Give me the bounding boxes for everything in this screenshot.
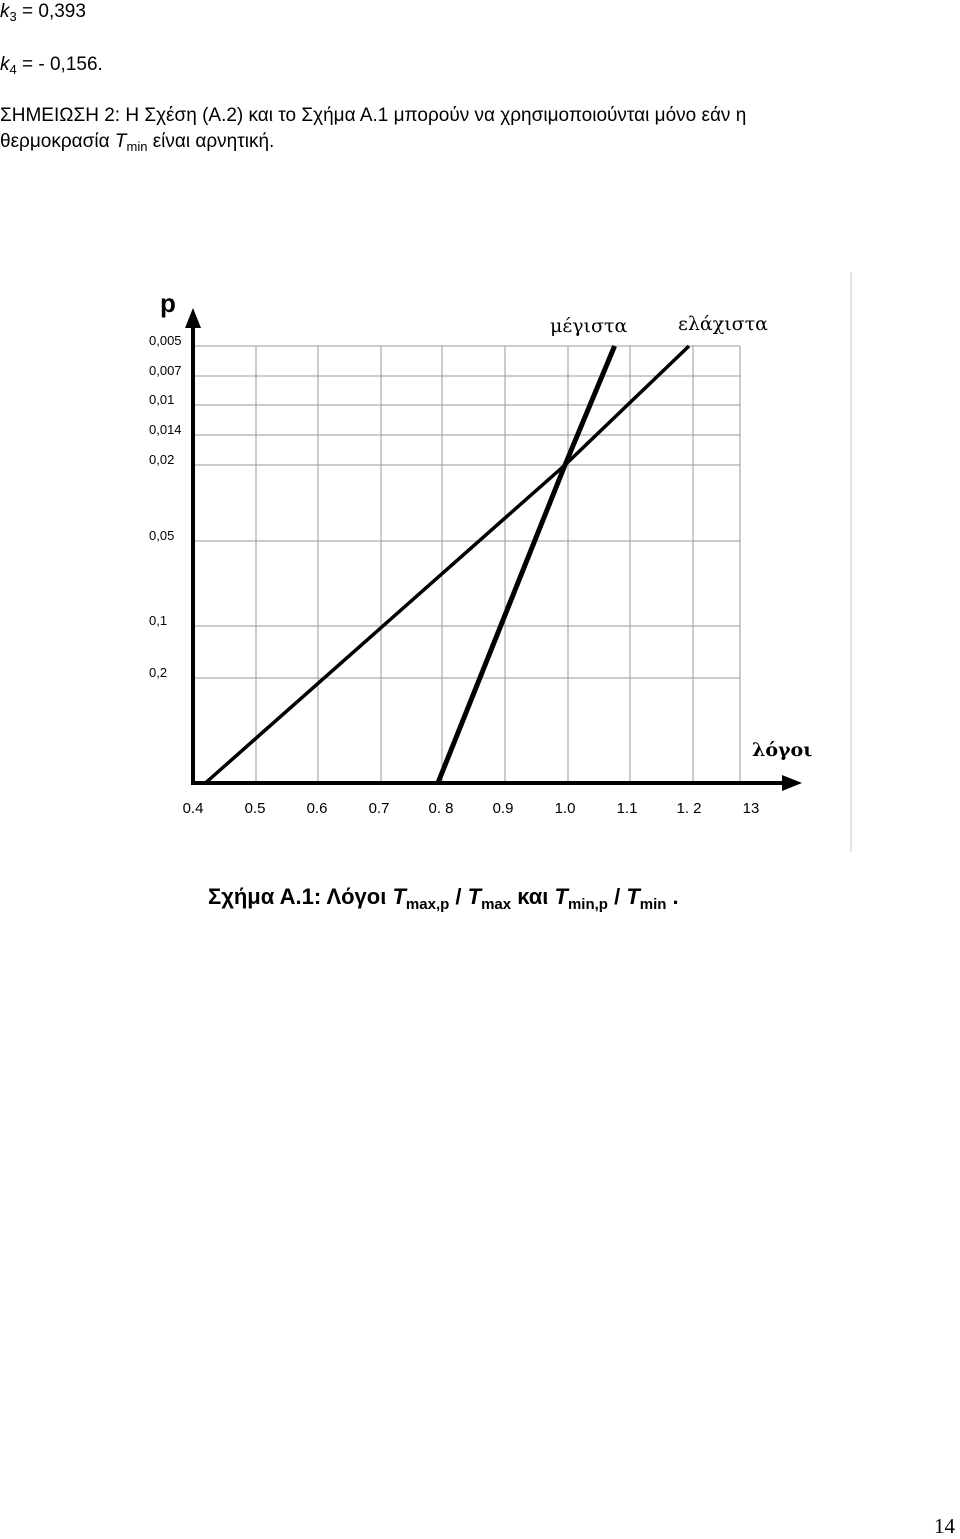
y-tick-label: 0,01: [149, 392, 175, 407]
y-tick-label: 0,2: [149, 665, 168, 680]
note-post: είναι αρνητική.: [147, 131, 275, 152]
series-line: [438, 346, 615, 783]
caption-s3: min,p: [567, 896, 608, 913]
caption-t2: T: [467, 884, 482, 909]
x-tick-label: 1.0: [554, 800, 576, 817]
x-tick-label: 0.7: [368, 800, 390, 817]
series-line: [205, 346, 689, 783]
y-tick-label: 0,05: [149, 528, 175, 543]
page-number: 14: [934, 1514, 955, 1538]
y-axis-label: p: [160, 288, 176, 318]
caption-sep2: /: [607, 884, 627, 909]
caption-mid: και: [511, 884, 555, 909]
y-tick-label: 0,1: [149, 613, 168, 628]
x-axis-label: λόγοι: [752, 739, 813, 761]
caption-t3: T: [554, 884, 568, 909]
x-tick-label: 0. 8: [428, 800, 454, 817]
x-tick-label: 0.5: [244, 800, 266, 817]
note-var: T: [114, 131, 127, 152]
caption-s1: max,p: [405, 896, 450, 913]
k3-value: = 0,393: [16, 1, 86, 22]
note-sub: min: [126, 139, 148, 154]
k4-value: = - 0,156.: [16, 54, 103, 75]
y-axis-arrow: [185, 308, 201, 328]
figure-caption: [208, 884, 679, 913]
x-tick-label: 1.1: [616, 800, 638, 817]
caption-end: .: [666, 884, 679, 909]
x-tick-label: 0.6: [306, 800, 328, 817]
x-tick-label: 1. 2: [676, 800, 702, 817]
x-axis-arrow: [782, 775, 802, 791]
note-pre: θερμοκρασία: [0, 131, 115, 152]
series-label-max: μέγιστα: [550, 315, 628, 337]
x-tick-label: 0.4: [182, 800, 204, 817]
y-tick-label: 0,007: [149, 363, 182, 378]
caption-s2: max: [481, 896, 512, 913]
k3-var: k: [0, 1, 10, 22]
caption-s4: min: [639, 896, 667, 913]
x-tick-label: 13: [742, 800, 760, 817]
k4-sub: 4: [9, 62, 17, 77]
x-tick-label: 0.9: [492, 800, 514, 817]
chart-series: [205, 346, 689, 783]
k4-var: k: [0, 54, 10, 75]
y-tick-labels: [149, 333, 182, 680]
series-label-min: ελάχιστα: [678, 313, 768, 335]
caption-sep1: /: [449, 884, 468, 909]
note-line-1: ΣΗΜΕΙΩΣΗ 2: Η Σχέση (Α.2) και το Σχήμα Α.1 μπορούν να χρησιμοποιούνται μόνο εάν η: [0, 105, 747, 126]
y-tick-label: 0,02: [149, 452, 175, 467]
y-tick-label: 0,014: [149, 422, 182, 437]
y-tick-label: 0,005: [149, 333, 182, 348]
caption-prefix: Σχήμα Α.1: Λόγοι: [208, 884, 393, 909]
caption-t4: T: [626, 884, 640, 909]
caption-t1: T: [392, 884, 406, 909]
k3-sub: 3: [9, 9, 17, 24]
x-tick-labels: [183, 800, 760, 817]
